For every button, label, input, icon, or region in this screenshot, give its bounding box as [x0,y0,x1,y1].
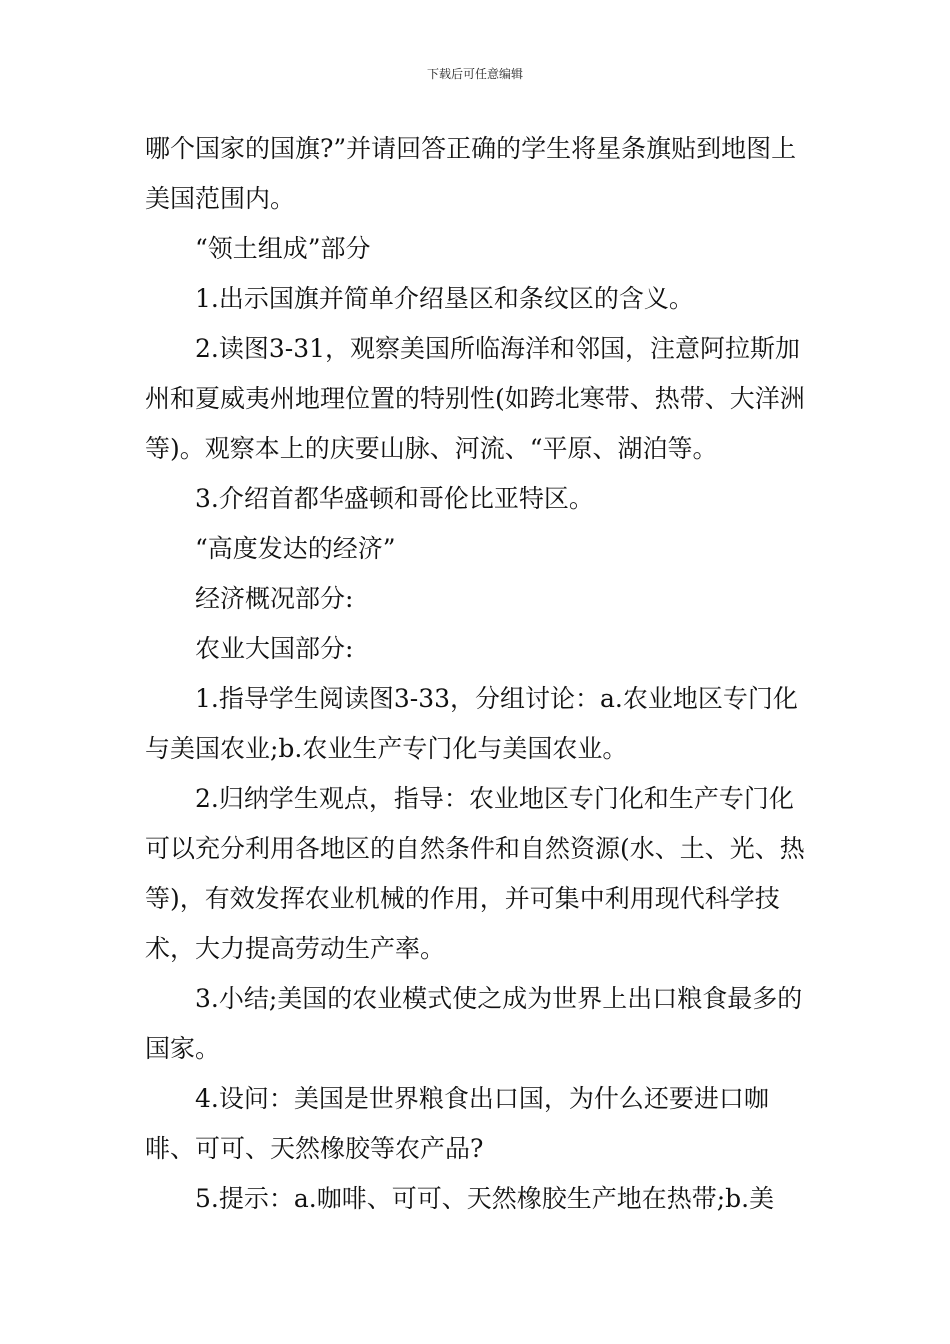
paragraph: 1.指导学生阅读图3-33，分组讨论：a.农业地区专门化与美国农业;b.农业生产专门化与美国农业。 [145,684,798,763]
paragraph: “高度发达的经济” [195,534,396,563]
paragraph: 3.介绍首都华盛顿和哥伦比亚特区。 [195,484,594,513]
paragraph: 农业大国部分: [195,634,354,663]
document-body [145,124,815,1224]
paragraph: 3.小结;美国的农业模式使之成为世界上出口粮食最多的国家。 [145,984,803,1063]
page-header: 下载后可任意编辑 [426,67,523,81]
paragraph: 2.读图3-31，观察美国所临海洋和邻国，注意阿拉斯加州和夏威夷州地理位置的特别性(如跨北寒带、热带、大洋洲等)。观察本上的庆要山脉、河流、“平原、湖泊等。 [145,334,805,463]
paragraph: 经济概况部分: [195,584,354,613]
paragraph: 4.设问：美国是世界粮食出口国，为什么还要进口咖啡、可可、天然橡胶等农产品? [145,1084,769,1163]
paragraph: 1.出示国旗并简单介绍垦区和条纹区的含义。 [195,284,694,313]
paragraph: 哪个国家的国旗?”并请回答正确的学生将星条旗贴到地图上美国范围内。 [145,134,797,213]
paragraph: 2.归纳学生观点，指导：农业地区专门化和生产专门化可以充分利用各地区的自然条件和自然资源(水、土、光、热等)，有效发挥农业机械的作用，并可集中利用现代科学技术，大力提高劳动生产率。 [145,784,805,963]
paragraph: “领土组成”部分 [195,234,371,263]
paragraph: 5.提示：a.咖啡、可可、天然橡胶生产地在热带;b.美 [195,1184,775,1213]
